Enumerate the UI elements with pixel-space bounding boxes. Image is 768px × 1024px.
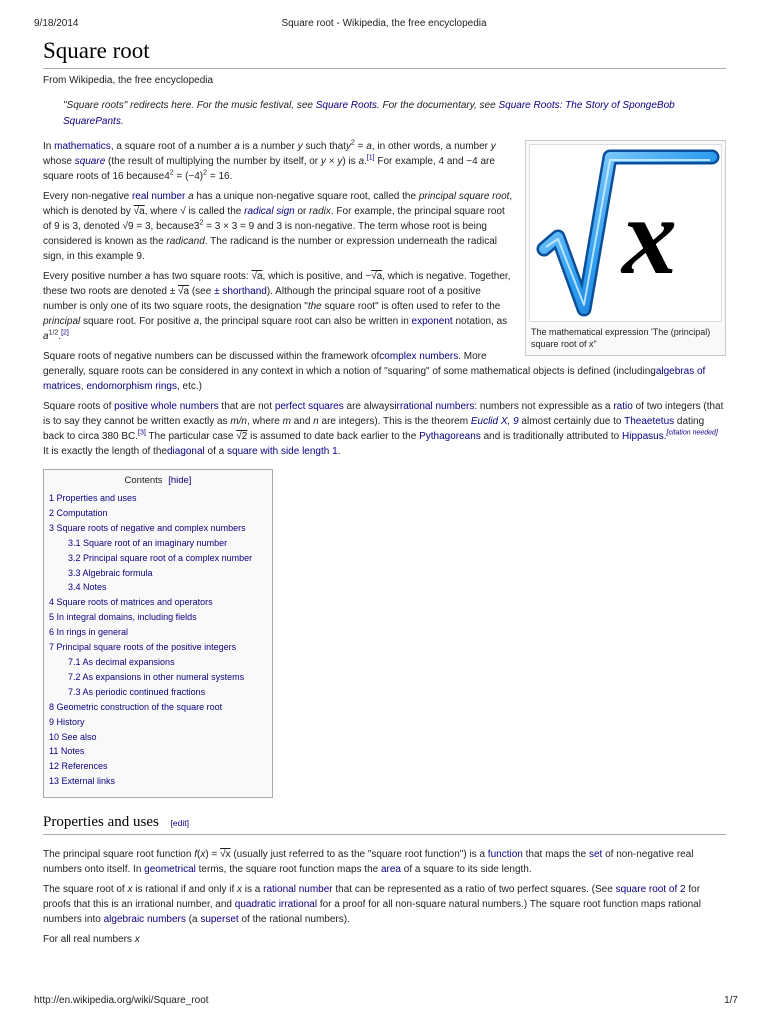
toc-item[interactable]: 12 References (49, 761, 108, 772)
print-page-number: 1/7 (724, 995, 738, 1006)
link-function[interactable]: function (487, 849, 523, 861)
article-content (43, 38, 726, 952)
sqrt-x-illustration (530, 145, 721, 321)
ref-2[interactable]: [2] (61, 329, 69, 337)
hatnote-text: . For the documentary, see (376, 100, 499, 111)
link-irrational-numbers[interactable]: irrational numbers (394, 401, 475, 412)
link-quadratic-irrational[interactable]: quadratic irrational (234, 899, 318, 911)
toc-item[interactable]: 1 Properties and uses (49, 493, 137, 503)
print-url: http://en.wikipedia.org/wiki/Square_root (34, 995, 209, 1006)
toc-item[interactable]: 10 See also (49, 731, 97, 742)
hatnote-text: "Square roots" redirects here. For the music festival, see (63, 100, 316, 111)
toc-item[interactable]: 3.2 Principal square root of a complex number (68, 552, 253, 563)
link-square-roots-spongebob[interactable]: Square Roots: The Story of SpongeBob SquarePants (63, 100, 675, 127)
paragraph-principal-root: Every non-negative real number a has a unique non-negative square root, called the principal square root, which is denoted by √a, where √ is called the radical sign or radix. For example, the principal square root of 9 is 3, denoted √9 = 3, $because3^2 = 3 \times 3 = 9$ and 3 is non-negative. The term whose root is being considered is known as the radicand. The radicand is the number or expression underneath the radical sign, in this example 9. (43, 191, 513, 262)
ref-3[interactable]: [3] (138, 429, 146, 437)
print-date: 9/18/2014 (34, 18, 79, 29)
toc-list (44, 491, 272, 789)
link-square[interactable]: square (74, 156, 106, 167)
toc-item[interactable]: 2 Computation (49, 507, 108, 518)
paragraph-intro: In mathematics, a square root of a number a is a number y such thaty$^2$ = a, in other words, a number y whose square (the result of multiplying the number by itself, or y × y) is a.[1] For example, 4 and −4 are square roots of 16 $because4^2 = (-4)^2 = 16$. (43, 139, 496, 182)
figure-thumbnail (525, 140, 726, 356)
link-complex-numbers[interactable]: complex numbers (379, 351, 459, 362)
link-square-side-length-1[interactable]: square with side length 1 (227, 446, 338, 457)
link-real-number[interactable]: real number (131, 191, 186, 202)
toc-item[interactable]: 3.1 Square root of an imaginary number (68, 537, 228, 548)
link-set[interactable]: set (588, 849, 603, 861)
paragraph-for-all-reals: For all real numbers x (43, 934, 140, 946)
toc-item[interactable]: 9 History (49, 716, 85, 727)
link-mathematics[interactable]: mathematics (54, 141, 111, 152)
toc-item[interactable]: 3.4 Notes (68, 582, 107, 593)
glyph-x: x (622, 175, 677, 297)
paragraph-irrational: Square roots of positive whole numbers that are not perfect squares are alwaysirrational numbers: numbers not expressible as a ratio of two integers (that is to say they cannot be written exactly as m/n, where m and n are integers). This is the theorem Euclid X, 9 almost certainly due to Theaetetus dating back to circa 380 BC.[3] The particular case √2 is assumed to date back earlier to the Pythagoreans and is traditionally attributed to Hippasus.[citation needed] It is exactly the length of thediagonal of a square with side length 1. (43, 401, 724, 457)
link-euclid[interactable]: Euclid X, 9 (470, 416, 519, 427)
link-algebras-of-matrices[interactable]: algebras of matrices (43, 366, 706, 392)
link-endomorphism-rings[interactable]: endomorphism rings (86, 381, 177, 392)
toc-item[interactable]: 8 Geometric construction of the square root (49, 701, 223, 712)
link-algebraic-numbers[interactable]: algebraic numbers (103, 914, 186, 926)
site-subtitle: From Wikipedia, the free encyclopedia (43, 75, 214, 86)
toc-hide-toggle[interactable]: [hide] (168, 475, 192, 486)
citation-needed[interactable]: [citation needed] (666, 429, 718, 437)
toc-item[interactable]: 7.2 As expansions in other numeral systems (68, 671, 245, 682)
print-footer (30, 995, 738, 1009)
link-radical-sign[interactable]: radical sign (244, 206, 295, 217)
toc-item[interactable]: 7 Principal square roots of the positive integers (49, 642, 237, 653)
toc-item[interactable]: 6 In rings in general (49, 627, 129, 638)
toc-item[interactable]: 4 Square roots of matrices and operators (49, 597, 213, 608)
page-title: Square root (43, 38, 726, 69)
print-header (30, 18, 738, 32)
print-page-title: Square root - Wikipedia, the free encyclopedia (281, 18, 487, 29)
link-geometrical[interactable]: geometrical (144, 864, 196, 876)
table-of-contents (43, 469, 273, 798)
hatnote (43, 98, 726, 130)
section-title: Properties and uses (43, 814, 159, 831)
link-theaetetus[interactable]: Theaetetus (624, 416, 675, 427)
figure-caption: The mathematical expression 'The (principal) square root of x" (531, 327, 711, 349)
toc-item[interactable]: 7.3 As periodic continued fractions (68, 686, 206, 697)
paragraph-negative-numbers: Square roots of negative numbers can be discussed within the framework ofcomplex numbers. More generally, square roots can be considered in any context in which a notion of "squaring" of some mathematical objects is defined (includingalgebras of matrices, endomorphism rings, etc.) (43, 351, 706, 392)
link-pythagoreans[interactable]: Pythagoreans (419, 431, 481, 442)
toc-item[interactable]: 11 Notes (49, 746, 85, 757)
link-hippasus[interactable]: Hippasus (622, 431, 664, 442)
toc-item[interactable]: 3 Square roots of negative and complex numbers (49, 522, 246, 533)
hatnote-text: . (120, 116, 124, 127)
link-square-roots[interactable]: Square Roots (315, 100, 377, 111)
edit-section-link[interactable]: [edit] (170, 818, 189, 829)
toc-item[interactable]: 7.1 As decimal expansions (68, 656, 175, 667)
figure-image[interactable] (529, 144, 722, 322)
toc-item[interactable]: 5 In integral domains, including fields (49, 612, 197, 623)
link-positive-whole-numbers[interactable]: positive whole numbers (114, 401, 219, 412)
link-area[interactable]: area (380, 864, 401, 876)
paragraph-two-roots: Every positive number a has two square roots: √a, which is positive, and −√a, which is negative. Together, these two roots are denoted ± √a (see ± shorthand). Although the principal square root of a positive number is only one of its two square roots, the designation "the square root" is often used to refer to the principal square root. For positive a, the principal square root can also be written in exponent notation, as $a^{1/2}.[2]$ (43, 271, 511, 342)
link-rational-number[interactable]: rational number (263, 884, 333, 896)
toc-item[interactable]: 3.3 Algebraic formula (68, 567, 153, 578)
link-perfect-squares[interactable]: perfect squares (274, 401, 344, 412)
paragraph-rational: The square root of x is rational if and only if x is a rational number that can be represented as a ratio of two perfect squares. (See square root of 2 for proofs that this is an irrational number, and quadratic irrational for a proof for all non-square natural numbers.) The square root function maps rational numbers into algebraic numbers (a superset of the rational numbers). (43, 884, 701, 926)
link-plus-minus-shorthand[interactable]: ± shorthand (214, 286, 267, 297)
link-ratio[interactable]: ratio (613, 401, 633, 412)
toc-header (44, 475, 272, 486)
link-exponent[interactable]: exponent (411, 316, 453, 327)
paragraph-sqrt-function: The principal square root function f(x) = √x (usually just referred to as the "square root function") is a function that maps the set of non-negative real numbers onto itself. In geometrical terms, the square root function maps the area of a square to its side length. (43, 849, 694, 876)
link-diagonal[interactable]: diagonal (166, 446, 205, 457)
link-superset[interactable]: superset (200, 914, 239, 926)
link-square-root-of-2[interactable]: square root of 2 (615, 884, 686, 896)
toc-title: Contents (124, 475, 163, 486)
ref-1[interactable]: [1] (366, 154, 375, 162)
section-heading-properties (43, 814, 726, 835)
toc-item[interactable]: 13 External links (49, 776, 116, 787)
